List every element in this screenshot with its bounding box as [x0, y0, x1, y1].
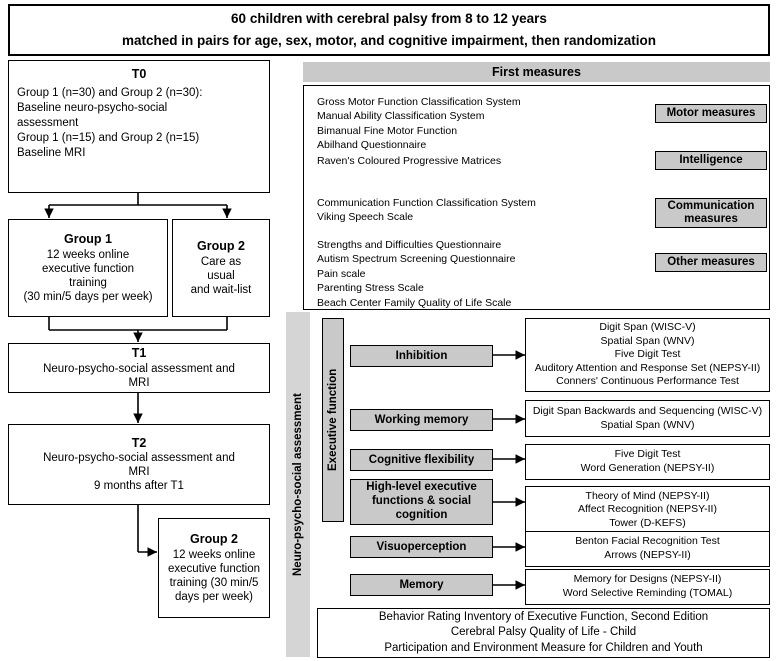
high-level-ef-test-3: Tower (D-KEFS) [609, 516, 686, 529]
category-intelligence [655, 151, 767, 170]
intelligence-item-1: Raven's Coloured Progressive Matrices [317, 155, 502, 167]
domain-visuoperception-label: Visuoperception [376, 540, 467, 553]
high-level-ef-test-1: Theory of Mind (NEPSY-II) [585, 489, 710, 502]
group2-wait-line-3: and wait-list [190, 283, 252, 296]
t0-line-4: Group 1 (n=15) and Group 2 (n=15) [17, 132, 200, 145]
group2-wait-line-1: Care as [200, 255, 242, 268]
header-line-1: 60 children with cerebral palsy from 8 to 12 years [231, 10, 547, 26]
domain-box-cognitive-flexibility[interactable] [350, 449, 493, 471]
other-item-1: Strengths and Difficulties Questionnaire [317, 239, 502, 251]
group2-training-line-1: 12 weeks online [172, 548, 256, 561]
t0-title: T0 [131, 67, 147, 81]
other-item-5: Beach Center Family Quality of Life Scale [317, 296, 512, 309]
group2-training-line-3: training (30 min/5 [169, 576, 259, 589]
bottom-item-3: Participation and Environment Measure for Children and Youth [384, 641, 703, 654]
first-measures-title: First measures [303, 62, 770, 82]
inhibition-test-3: Five Digit Test [614, 348, 681, 361]
domain-box-inhibition[interactable] [350, 345, 493, 367]
category-communication-label: Communication measures [667, 199, 755, 225]
header-banner [8, 4, 770, 56]
t1-line-1: Neuro-psycho-social assessment and [43, 362, 235, 375]
high-level-ef-test-2: Affect Recognition (NEPSY-II) [578, 503, 717, 516]
t1-line-2: MRI [128, 376, 150, 389]
inhibition-test-2: Spatial Span (WNV) [600, 334, 695, 347]
domain-cognitive-flexibility-label: Cognitive flexibility [368, 453, 475, 466]
inhibition-test-4: Auditory Attention and Response Set (NEPSY-II) [534, 361, 761, 374]
inhibition-test-1: Digit Span (WISC-V) [599, 320, 696, 333]
group2-training-line-4: days per week) [175, 590, 253, 603]
intelligence-items [317, 155, 637, 167]
bottom-item-1: Behavior Rating Inventory of Executive Function, Second Edition [378, 611, 709, 624]
motor-measures-items [317, 95, 637, 153]
t0-line-3: assessment [17, 116, 79, 129]
communication-items [317, 196, 637, 225]
t1-title: T1 [131, 346, 147, 361]
other-item-2: Autism Spectrum Screening Questionnaire [317, 253, 516, 266]
tests-box-visuoperception [525, 531, 770, 567]
inhibition-test-5: Conners' Continuous Performance Test [556, 375, 739, 388]
tests-box-cognitive-flexibility [525, 444, 770, 480]
t0-line-2: Baseline neuro-psycho-social [17, 101, 168, 114]
domain-working-memory-label: Working memory [374, 413, 469, 426]
category-motor-label: Motor measures [666, 107, 756, 120]
group2-training-title: Group 2 [190, 532, 238, 547]
t2-line-3: 9 months after T1 [94, 480, 184, 493]
visuoperception-test-2: Arrows (NEPSY-II) [604, 549, 691, 561]
t2-line-1: Neuro-psycho-social assessment and [43, 452, 235, 465]
domain-high-level-ef-label: High-level executive functions & social cognition [366, 481, 477, 521]
category-other-label: Other measures [667, 256, 755, 269]
domain-memory-label: Memory [399, 578, 444, 591]
visuoperception-test-1: Benton Facial Recognition Test [575, 535, 720, 548]
communication-item-1: Communication Function Classification System [317, 197, 536, 209]
communication-item-2: Viking Speech Scale [317, 211, 414, 224]
group1-title: Group 1 [64, 232, 112, 247]
timeline-box-group2-training [158, 518, 270, 618]
t2-line-2: MRI [128, 466, 150, 479]
motor-item-3: Bimanual Fine Motor Function [317, 124, 458, 137]
motor-item-2: Manual Ability Classification System [317, 110, 485, 123]
domain-box-high-level-ef[interactable] [350, 479, 493, 525]
bottom-questionnaires-box [317, 608, 770, 658]
working-memory-test-1: Digit Span Backwards and Sequencing (WISC-V) [532, 404, 763, 417]
memory-test-2: Word Selective Reminding (TOMAL) [562, 587, 733, 599]
tests-box-memory [525, 569, 770, 605]
domain-inhibition-label: Inhibition [395, 349, 448, 362]
group1-line-4: (30 min/5 days per week) [23, 290, 153, 303]
timeline-box-group1 [8, 219, 168, 317]
bottom-item-2: Cerebral Palsy Quality of Life - Child [450, 626, 637, 639]
t0-line-5: Baseline MRI [17, 147, 86, 160]
group2-wait-title: Group 2 [197, 239, 245, 254]
t2-title: T2 [131, 435, 147, 450]
group2-wait-line-2: usual [207, 269, 235, 282]
other-item-4: Parenting Stress Scale [317, 282, 424, 295]
timeline-box-t1 [8, 343, 270, 393]
other-measures-items [317, 238, 637, 310]
category-intelligence-label: Intelligence [679, 154, 743, 167]
tests-box-high-level-ef [525, 486, 770, 534]
executive-function-label: Executive function [322, 318, 344, 522]
working-memory-test-2: Spatial Span (WNV) [600, 418, 695, 431]
assessment-sidebar-label: Neuro-psycho-social assessment [286, 312, 310, 657]
group1-line-1: 12 weeks online [46, 248, 130, 261]
category-communication-measures [655, 198, 767, 228]
memory-test-1: Memory for Designs (NEPSY-II) [573, 573, 722, 586]
timeline-box-t0 [8, 60, 270, 193]
group1-line-3: training [69, 276, 107, 289]
domain-box-visuoperception[interactable] [350, 536, 493, 558]
tests-box-working-memory [525, 400, 770, 437]
domain-box-working-memory[interactable] [350, 409, 493, 431]
domain-box-memory[interactable] [350, 574, 493, 596]
category-motor-measures [655, 104, 767, 123]
timeline-box-t2 [8, 424, 270, 505]
cognitive-flexibility-test-1: Five Digit Test [614, 448, 681, 461]
header-line-2: matched in pairs for age, sex, motor, and cognitive impairment, then randomization [121, 33, 657, 48]
motor-item-4: Abilhand Questionnaire [317, 139, 427, 152]
group1-line-2: executive function [41, 262, 135, 275]
tests-box-inhibition [525, 318, 770, 392]
cognitive-flexibility-test-2: Word Generation (NEPSY-II) [580, 462, 715, 474]
other-item-3: Pain scale [317, 267, 366, 280]
timeline-box-group2-waitlist [172, 219, 270, 317]
t0-line-1: Group 1 (n=30) and Group 2 (n=30): [17, 86, 203, 99]
group2-training-line-2: executive function [167, 562, 261, 575]
motor-item-1: Gross Motor Function Classification System [317, 96, 521, 108]
category-other-measures [655, 253, 767, 272]
